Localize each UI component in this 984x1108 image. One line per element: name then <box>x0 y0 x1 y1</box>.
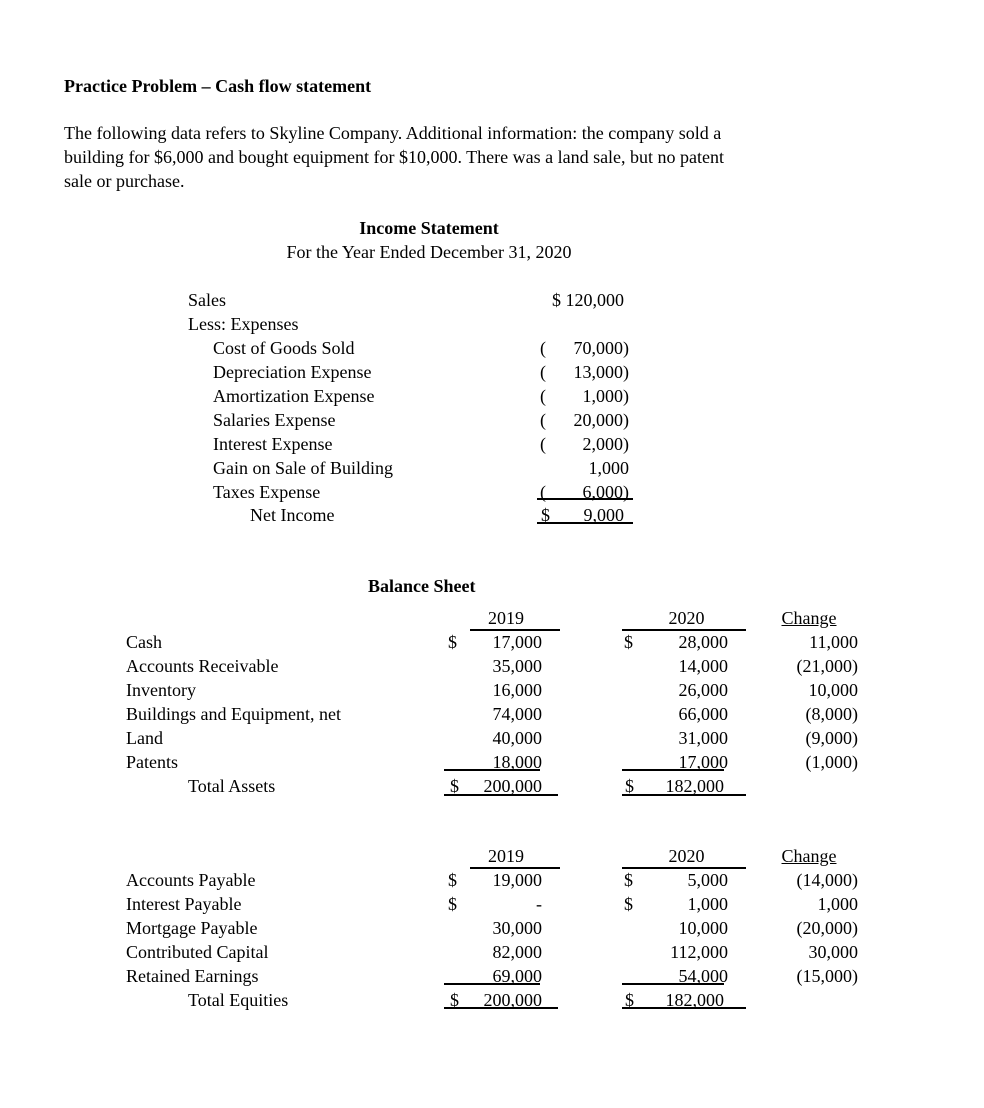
underline <box>537 498 633 500</box>
expense-label: Interest Expense <box>213 434 333 454</box>
value-2019: 35,000 <box>492 656 542 676</box>
value-2020: 14,000 <box>678 656 728 676</box>
header-underline <box>622 867 746 869</box>
value-change: (14,000) <box>796 870 858 890</box>
expense-amount: 6,000) <box>582 482 629 502</box>
row-label: Interest Payable <box>126 894 242 914</box>
value-change: (15,000) <box>796 966 858 986</box>
expense-amount: 13,000) <box>573 362 629 382</box>
intro-line: sale or purchase. <box>64 171 185 191</box>
row-label: Accounts Payable <box>126 870 256 890</box>
expense-label: Taxes Expense <box>213 482 321 502</box>
expense-amount: 1,000) <box>582 386 629 406</box>
column-header-change: Change <box>781 608 837 628</box>
header-underline <box>470 629 560 631</box>
value-2019: 18,000 <box>492 752 542 772</box>
column-header-2019: 2019 <box>488 846 524 866</box>
row-label: Land <box>126 728 163 748</box>
currency-2019: $ <box>448 870 457 890</box>
column-header-2020: 2020 <box>668 608 705 628</box>
value-2019: 16,000 <box>492 680 542 700</box>
total-currency-2020: $ <box>625 990 634 1010</box>
value-2020: 26,000 <box>678 680 728 700</box>
total-double-underline <box>444 794 558 796</box>
balance-sheet-title: Balance Sheet <box>368 576 476 596</box>
expense-label: Gain on Sale of Building <box>213 458 393 478</box>
subtotal-underline <box>444 983 540 985</box>
row-label: Retained Earnings <box>126 966 259 986</box>
value-2020: 28,000 <box>678 632 728 652</box>
subtotal-underline <box>444 769 540 771</box>
row-label: Inventory <box>126 680 196 700</box>
total-currency-2019: $ <box>450 990 459 1010</box>
currency-2020: $ <box>624 894 633 914</box>
value-2019: 19,000 <box>492 870 542 890</box>
expense-label: Amortization Expense <box>213 386 375 406</box>
row-label: Contributed Capital <box>126 942 269 962</box>
intro-line: The following data refers to Skyline Company. Additional information: the company sold a <box>64 123 722 143</box>
value-2019: 74,000 <box>492 704 542 724</box>
subtotal-underline <box>622 769 724 771</box>
income-statement-period: For the Year Ended December 31, 2020 <box>286 242 572 262</box>
less-expenses-label: Less: Expenses <box>188 314 299 334</box>
sales-label: Sales <box>188 290 226 310</box>
header-underline <box>622 629 746 631</box>
currency-2019: $ <box>448 894 457 914</box>
value-2020: 54,000 <box>678 966 728 986</box>
double-underline <box>537 522 633 524</box>
total-label: Total Assets <box>188 776 276 796</box>
total-label: Total Equities <box>188 990 289 1010</box>
value-2020: 66,000 <box>678 704 728 724</box>
total-value-2020: 182,000 <box>665 776 724 796</box>
expense-amount: 20,000) <box>573 410 629 430</box>
column-header-2020: 2020 <box>668 846 705 866</box>
total-double-underline <box>622 1007 746 1009</box>
total-currency-2020: $ <box>625 776 634 796</box>
value-2020: 112,000 <box>670 942 728 962</box>
total-value-2020: 182,000 <box>665 990 724 1010</box>
expense-paren: ( <box>540 482 546 502</box>
column-header-change: Change <box>781 846 837 866</box>
net-income-amount: 9,000 <box>583 505 624 525</box>
value-change: 11,000 <box>809 632 858 652</box>
value-change: 1,000 <box>817 894 858 914</box>
currency-2020: $ <box>624 870 633 890</box>
value-change: 10,000 <box>808 680 858 700</box>
column-header-2019: 2019 <box>488 608 524 628</box>
total-double-underline <box>444 1007 558 1009</box>
value-2019: 69,000 <box>492 966 542 986</box>
income-statement-title: Income Statement <box>359 218 499 238</box>
row-label: Accounts Receivable <box>126 656 279 676</box>
value-change: 30,000 <box>808 942 858 962</box>
expense-amount: 1,000 <box>588 458 629 478</box>
row-label: Cash <box>126 632 162 652</box>
value-2019: 82,000 <box>492 942 542 962</box>
value-change: (9,000) <box>805 728 858 748</box>
expense-label: Salaries Expense <box>213 410 336 430</box>
expense-paren: ( <box>540 410 546 430</box>
value-2019: 40,000 <box>492 728 542 748</box>
subtotal-underline <box>622 983 724 985</box>
expense-paren: ( <box>540 386 546 406</box>
value-2019: 17,000 <box>492 632 542 652</box>
value-2020: 31,000 <box>678 728 728 748</box>
expense-paren: ( <box>540 362 546 382</box>
currency-2020: $ <box>624 632 633 652</box>
intro-line: building for $6,000 and bought equipment for $10,000. There was a land sale, but no patent <box>64 147 725 167</box>
total-value-2019: 200,000 <box>483 776 542 796</box>
total-currency-2019: $ <box>450 776 459 796</box>
total-value-2019: 200,000 <box>483 990 542 1010</box>
row-label: Mortgage Payable <box>126 918 258 938</box>
expense-amount: 2,000) <box>582 434 629 454</box>
page-title: Practice Problem – Cash flow statement <box>64 76 372 96</box>
net-income-currency: $ <box>541 505 550 525</box>
value-change: (1,000) <box>805 752 858 772</box>
header-underline <box>470 867 560 869</box>
row-label: Buildings and Equipment, net <box>126 704 341 724</box>
value-2020: 10,000 <box>678 918 728 938</box>
row-label: Patents <box>126 752 178 772</box>
sales-amount: $ 120,000 <box>552 290 624 310</box>
net-income-label: Net Income <box>250 505 335 525</box>
value-change: (8,000) <box>805 704 858 724</box>
value-2020: 5,000 <box>687 870 728 890</box>
value-2019: - <box>536 894 542 914</box>
value-2020: 1,000 <box>687 894 728 914</box>
expense-label: Cost of Goods Sold <box>213 338 355 358</box>
total-double-underline <box>622 794 746 796</box>
value-change: (20,000) <box>796 918 858 938</box>
expense-amount: 70,000) <box>573 338 629 358</box>
expense-label: Depreciation Expense <box>213 362 372 382</box>
expense-paren: ( <box>540 338 546 358</box>
value-change: (21,000) <box>796 656 858 676</box>
value-2019: 30,000 <box>492 918 542 938</box>
expense-paren: ( <box>540 434 546 454</box>
currency-2019: $ <box>448 632 457 652</box>
value-2020: 17,000 <box>678 752 728 772</box>
